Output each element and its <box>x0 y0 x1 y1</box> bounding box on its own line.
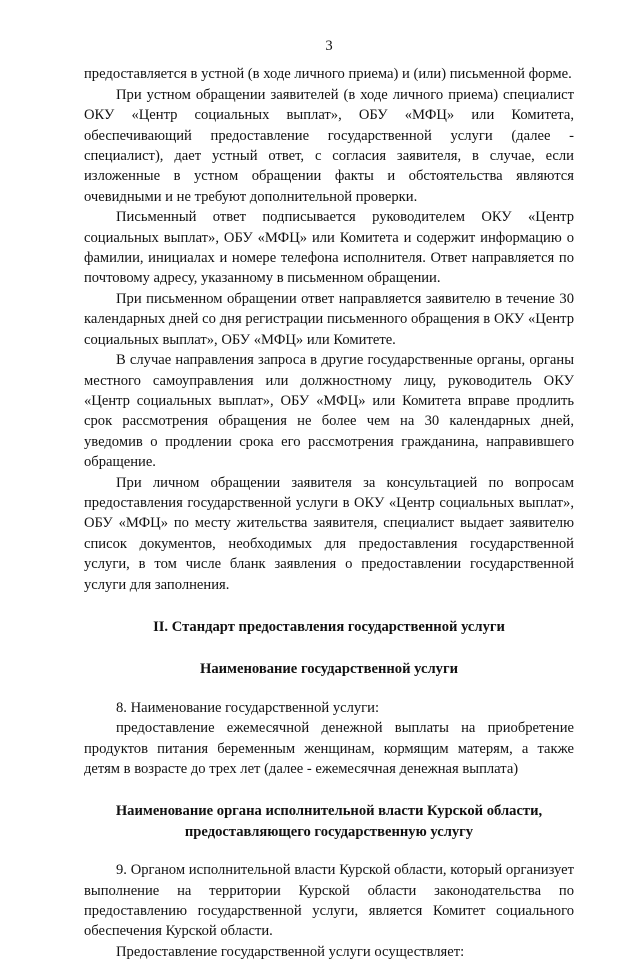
subsection-title-authority-line1: Наименование органа исполнительной власти Курской области, <box>115 803 543 820</box>
paragraph-request-extension: В случае направления запроса в другие государственные органы, органы местного самоуправления или должностному лицу, руководитель ОКУ «Центр социальных выплат», ОБУ «МФЦ» или Комитета вправе продлить срок рассмотрения обращения не более чем на 30 календарных дней, уведомив о продлении срока его рассмотрения гражданина, направившего обращение. <box>84 352 574 471</box>
item-9-text: 9. Органом исполнительной власти Курской области, который организует выполнение на территории Курской области законодательства по предоставлению государственной услуги, является Комитет социального обеспечения Курской области. <box>84 862 574 940</box>
subsection-title-authority-line2: предоставляющего государственную услугу <box>184 823 474 840</box>
item-8-label: 8. Наименование государственной услуги: <box>116 699 380 716</box>
paragraph-service-provider: Предоставление государственной услуги осуществляет: <box>116 943 465 960</box>
item-8-text: предоставление ежемесячной денежной выплаты на приобретение продуктов питания беременным женщинам, кормящим матерям, а также детям в возрасте до трех лет (далее - ежемесячная денежная выплата) <box>84 720 574 777</box>
page-number: 3 <box>325 38 333 54</box>
paragraph-written-request: При письменном обращении ответ направляется заявителю в течение 30 календарных дней со дня регистрации письменного обращения в ОКУ «Центр социальных выплат», ОБУ «МФЦ» или Комитете. <box>84 290 574 348</box>
paragraph-oral-request: При устном обращении заявителей (в ходе личного приема) специалист ОКУ «Центр социальных выплат», ОБУ «МФЦ» или Комитета, обеспечивающий предоставление государственной услуги (далее - специалист), дает устный ответ, с согласия заявителя, в случае, если изложенные в устном обращении факты и обстоятельства являются очевидными и не требуют дополнительной проверки. <box>84 86 574 205</box>
paragraph-written-answer: Письменный ответ подписывается руководителем ОКУ «Центр социальных выплат», ОБУ «МФЦ» или Комитета и содержит информацию о фамилии, инициалах и номере телефона исполнителя. Ответ направляется по почтовому адресу, указанному в письменном обращении. <box>84 209 574 287</box>
paragraph-personal-consultation: При личном обращении заявителя за консультацией по вопросам предоставления государственной услуги в ОКУ «Центр социальных выплат», ОБУ «МФЦ» по месту жительства заявителя, специалист выдает заявителю список документов, необходимых для предоставления государственной услуги, в том числе бланк заявления о предоставлении государственной услуги для заполнения. <box>84 474 574 593</box>
section-title: II. Стандарт предоставления государственной услуги <box>153 618 505 635</box>
subsection-title-service-name: Наименование государственной услуги <box>200 661 458 678</box>
paragraph-continuation: предоставляется в устной (в ходе личного приема) и (или) письменной форме. <box>84 66 572 83</box>
